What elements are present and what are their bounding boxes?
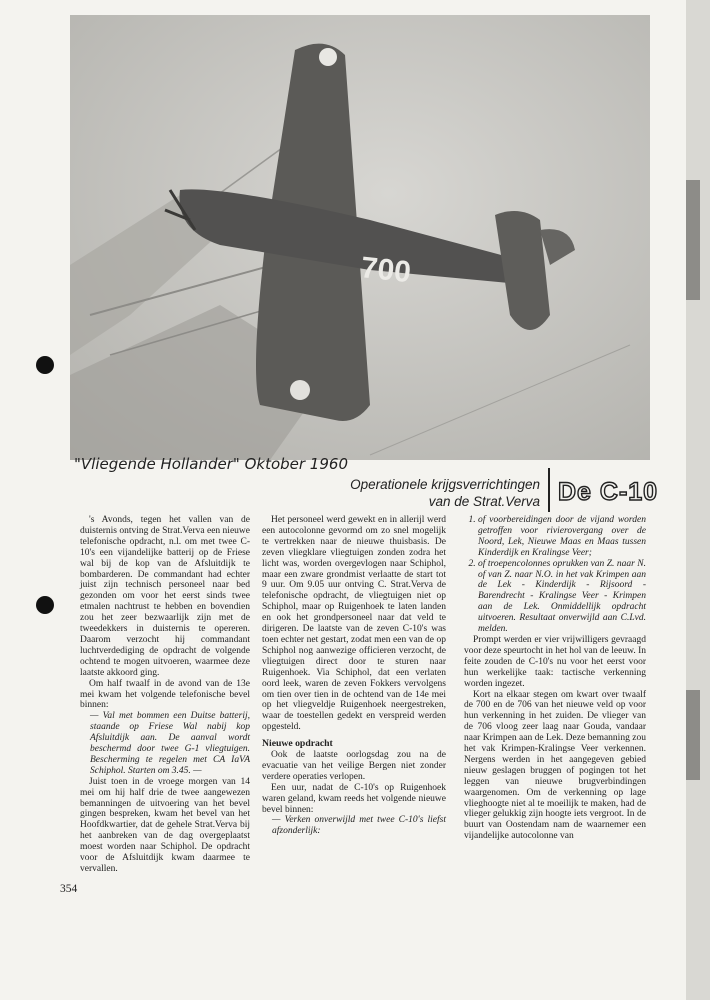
section-heading: Nieuwe opdracht [262,738,333,750]
paragraph: Juist toen in de vroege morgen van 14 mei om hij half drie de twee aangewezen bemanningen de uitvoering van het bevel gingen bespreken, kwam het bevel van het Hoofdkwartier, dat de gehele Strat.Verva bij het aanbreken van de dag overgeplaatst moest worden naar Schiphol. De opdracht voor de Afsluitdijk kwam daarmee te vervallen. [80,776,250,874]
handwritten-caption: "Vliegende Hollander" Oktober 1960 [74,455,348,473]
list-item: 2. of troepencolonnes oprukken van Z. naar N. of van Z. naar N.O. in het vak Krimpen aan de Lek - Kinderdijk - Rijsoord - Barendrecht - Kralingse Veer - Krimpen aan de Lek. Onmiddellijk opdracht uitvoeren. Resultaat onverwijld aan C.Lvd. melden. [478,559,646,635]
quoted-order: — Verken onverwijld met twee C-10's liefst afzonderlijk: [272,815,446,837]
paragraph: Prompt werden er vier vrijwilligers gevraagd voor deze speurtocht in het hol van de leeuw. In feite zouden de C-10's nu voor het eerst voor hun werkelijke taak: tactische verkenning worden ingezet. [464,634,646,689]
order-list [464,515,646,635]
page-divider-tab [686,180,700,300]
paragraph: Om half twaalf in de avond van de 13e mei kwam het volgende telefonische bevel binnen: [80,678,250,711]
article-title: De C-10 [558,478,659,506]
text-column-1 [80,515,250,875]
page-number: 354 [60,883,78,895]
paragraph: Een uur, nadat de C-10's op Ruigenhoek waren geland, kwam reeds het volgende nieuwe bevel binnen: [262,782,446,815]
page-divider-tab [686,690,700,780]
tail-number: 700 [359,251,413,290]
subtitle-line: van de Strat.Verva [428,494,540,509]
paragraph: 's Avonds, tegen het vallen van de duisternis ontving de Strat.Verva een nieuwe telefonische opdracht, n.l. om met twee C-10's een vijandelijke batterij op de Friese wal bij de kop van de Afsluitdijk te bombarderen. De commandant had echter juist zijn technisch personeel naar bed gezonden om voor het eerst sinds twee etmalen nachtrust te hebben en bovendien zou het zeer bezwaarlijk zijn met de tweedekkers in duisternis te opereren. Daarom verzocht hij commandant luchtverdediging de opdracht de volgende ochtend te mogen uitvoeren, waarmee deze laatste akkoord ging. [80,515,250,678]
text-column-3 [464,515,646,842]
paragraph: Ook de laatste oorlogsdag zou na de evacuatie van het veilige Bergen niet zonder verdere operaties verlopen. [262,750,446,782]
quoted-order: — Val met bommen een Duitse batterij, staande op Friese Wal nabij kop Afsluitdijk aan. De aanval wordt beschermd door twee G-1 vliegtuigen. Bescherming te regelen met CA IaVA Schiphol. Starten om 3.45. — [90,711,250,776]
punch-hole [36,596,54,614]
article-subtitle [258,476,540,510]
subtitle-line: Operationele krijgsverrichtingen [350,477,540,492]
adjacent-page-edge [686,0,710,1000]
paragraph: Het personeel werd gewekt en in allerijl werd een autocolonne gevormd om zo snel mogelijk te vertrekken naar de nieuwe thuisbasis. De zeven vliegklare vliegtuigen zonden zodra het licht was, worden overgevlogen naar Schiphol, maar een zware grondmist verlaatte de start tot 9 uur. Om 9.05 uur ontving C. Strat.Verva de telefonische opdracht, de vliegtuigen niet op Schiphol, maar op Ruigenhoek te laten landen en ook het grondpersoneel naar dat veld te dirigeren. De laatste van de zeven C-10's was toen echter net gestart, zodat men een van de op Schiphol nog aanwezige officieren verzocht, de vliegtuigen direct door te sturen naar Ruigenhoek. Via Schiphol, dat een verlaten oord leek, waren de zeven Fokkers vervolgens om tien over tien in de ochtend van de 14e mei op het vliegveldje Ruigenhoek neergestreken, waar de toestellen gedekt en verspreid werden opgesteld. [262,515,446,733]
punch-hole [36,356,54,374]
aircraft-photo-icon [70,15,650,460]
list-item: 1. of voorbereidingen door de vijand worden getroffen voor rivierovergang over de Noord, Lek, Nieuwe Maas en Maas tussen Kinderdijk en Kralingse Veer; [478,515,646,559]
paragraph: Kort na elkaar stegen om kwart over twaalf de 700 en de 706 van het nieuwe veld op voor hun verkenning in het zuiden. De vlieger van de 706 vloog zeer laag naar Gouda, vandaar naar Krimpen aan de Lek. Deze bemanning zou het vak Krimpen-Kralingse Veer verkennen. Nergens werden in het aangegeven gebied nieuw geslagen bruggen of pogingen tot het leggen van nieuwe brugverbindingen waargenomen. Om de verkenning op lage vlieghoogte niet al te moeilijk te maken, had de vlieger gelukkig zijn hoogte iets vergroot. In de buurt van Oostendam nam de waarnemer een vijandelijke autocolonne van [464,689,646,842]
text-column-2 [262,515,446,837]
title-divider [548,468,550,512]
